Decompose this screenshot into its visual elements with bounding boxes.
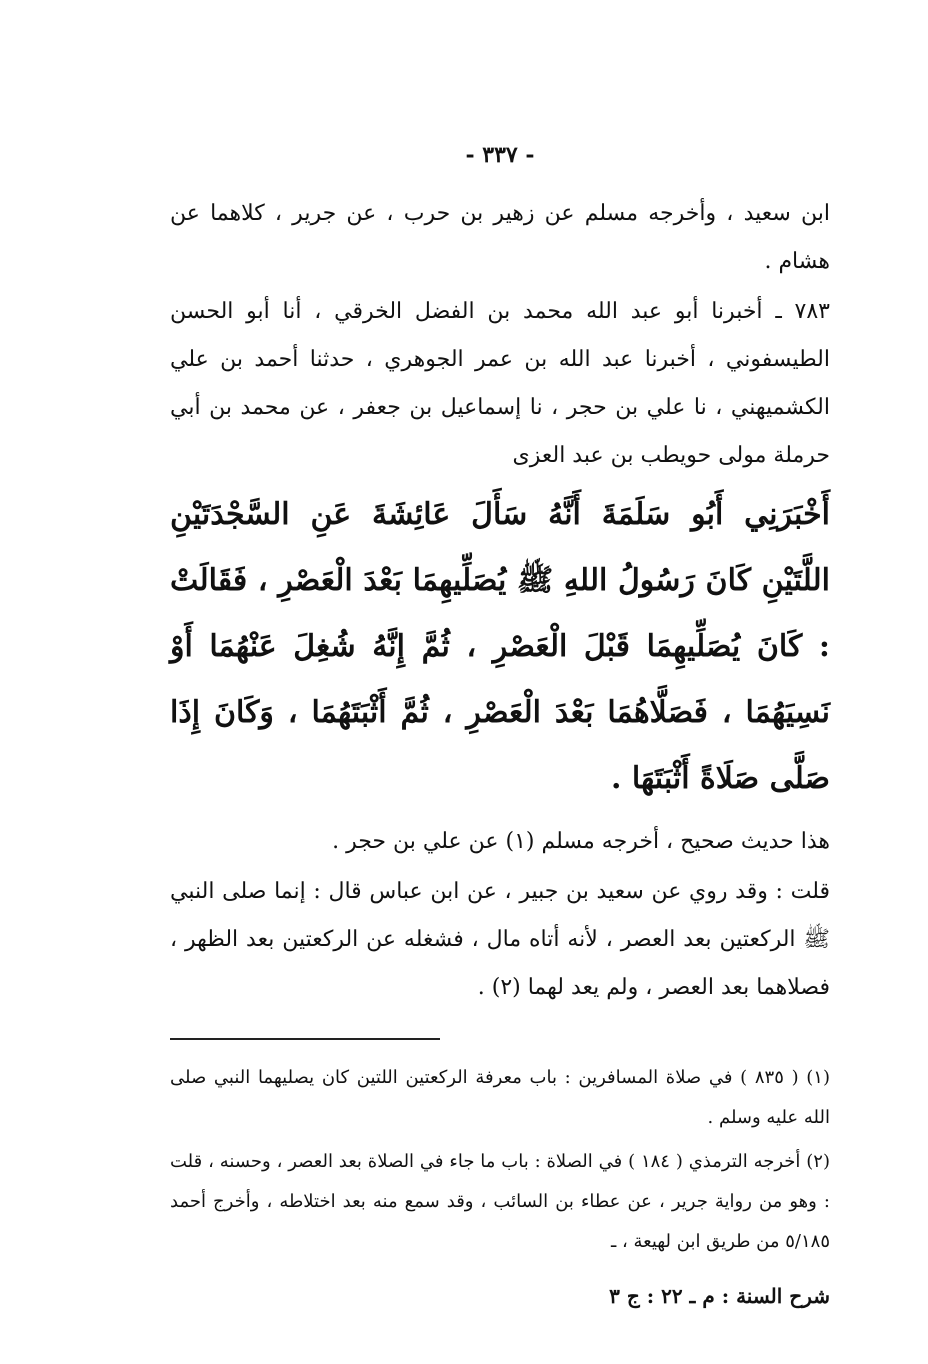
footnote-divider (170, 1038, 440, 1040)
footnote-2: (٢) أخرجه الترمذي ( ١٨٤ ) في الصلاة : باب ما جاء في الصلاة بعد العصر ، وحسنه ، قلت : وهو من رواية جرير ، عن عطاء بن السائب ، وقد سمع منه بعد اختلاطه ، وأخرج أحمد ٥/١٨٥ من طريق ابن لهيعة ، ـ (170, 1151, 830, 1252)
paragraph-isnad: ٧٨٣ ـ أخبرنا أبو عبد الله محمد بن الفضل الخرقي ، أنا أبو الحسن الطيسفوني ، أخبرنا عبد الله بن عمر الجوهري ، حدثنا أحمد بن علي الكشميهني ، نا علي بن حجر ، نا إسماعيل بن جعفر ، عن محمد بن أبي حرملة مولى حويطب بن عبد العزى (170, 299, 830, 468)
commentary-grading: هذا حديث صحيح ، أخرجه مسلم (١) عن علي بن حجر . (332, 829, 830, 854)
paragraph-intro: ابن سعيد ، وأخرجه مسلم عن زهير بن حرب ، عن جرير ، كلاهما عن هشام . (170, 201, 830, 274)
document-page (170, 140, 830, 1316)
footnote-1: (١) ( ٨٣٥ ) في صلاة المسافرين : باب معرفة الركعتين اللتين كان يصليهما النبي صلى الله عليه وسلم . (170, 1067, 830, 1128)
page-number: - ٣٣٧ - (465, 142, 535, 168)
commentary-note: قلت : وقد روي عن سعيد بن جبير ، عن ابن عباس قال : إنما صلى النبي ﷺ الركعتين بعد العصر ، لأنه أتاه مال ، فشغله عن الركعتين بعد الظهر ، فصلاهما بعد العصر ، ولم يعد لهما (٢) . (170, 879, 830, 1000)
footer-signature: شرح السنة : م ـ ٢٢ : ج ٣ (609, 1284, 830, 1308)
hadith-text: أَخْبَرَنِي أَبُو سَلَمَةَ أَنَّهُ سَأَلَ عَائِشَةَ عَنِ السَّجْدَتَيْنِ اللَّتَيْنِ كَانَ رَسُولُ اللهِ ﷺ يُصَلِّيهِمَا بَعْدَ الْعَصْرِ ، فَقَالَتْ : كَانَ يُصَلِّيهِمَا قَبْلَ الْعَصْرِ ، ثُمَّ إِنَّهُ شُغِلَ عَنْهُمَا أَوْ نَسِيَهُمَا ، فَصَلَّاهُمَا بَعْدَ الْعَصْرِ ، ثُمَّ أَثْبَتَهُمَا ، وَكَانَ إِذَا صَلَّى صَلَاةً أَثْبَتَهَا . (170, 497, 830, 796)
